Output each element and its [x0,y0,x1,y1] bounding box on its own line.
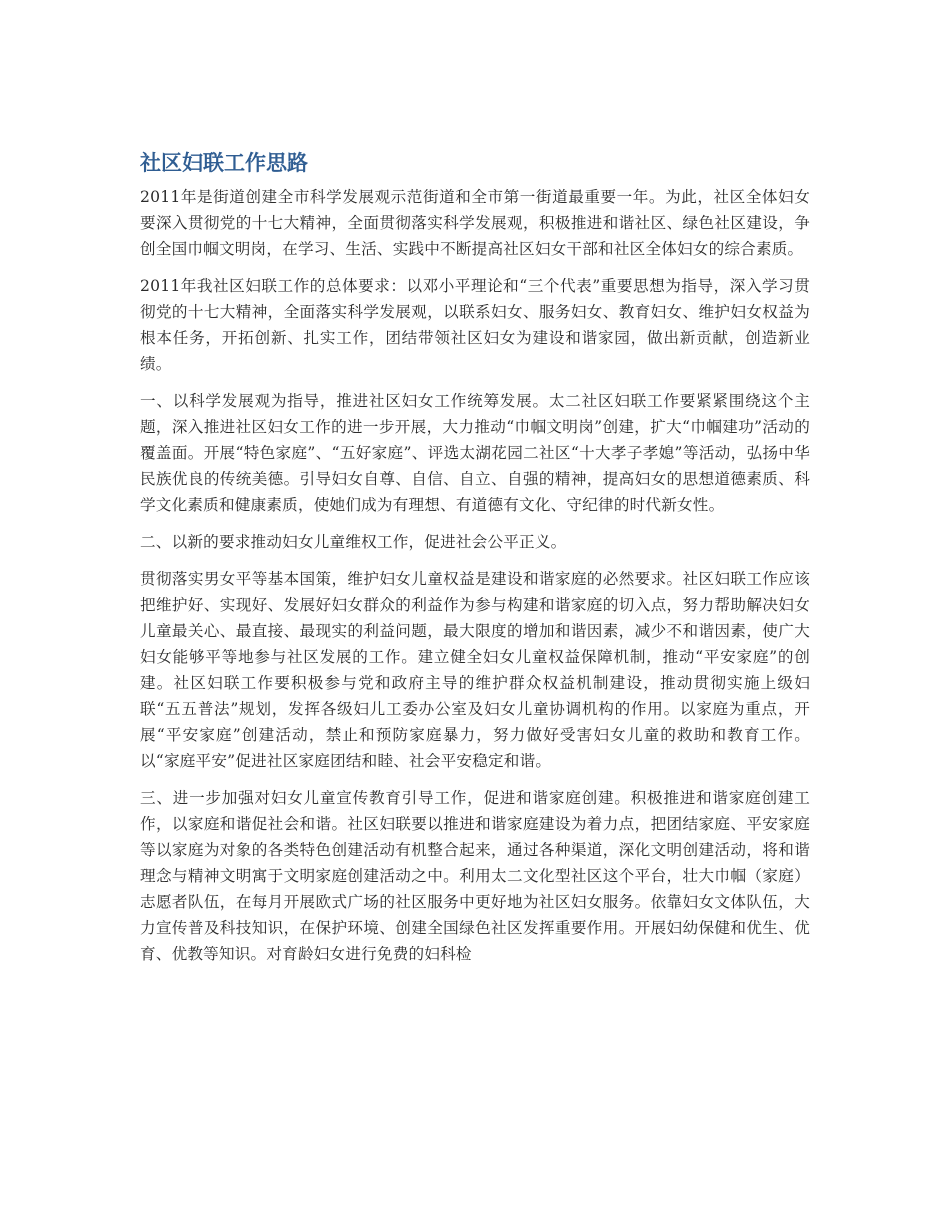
paragraph-4: 二、以新的要求推动妇女儿童维权工作，促进社会公平正义。 [140,533,567,551]
document-title: 社区妇联工作思路 [140,151,308,175]
paragraph-6: 三、进一步加强对妇女儿童宣传教育引导工作，促进和谐家庭创建。积极推进和谐家庭创建工作，以家庭和谐促社会和谐。社区妇联要以推进和谐家庭建设为着力点，把团结家庭、平安家庭等以家庭为对象的各类特色创建活动有机整合起来，通过各种渠道，深化文明创建活动，将和谐理念与精神文明寓于文明家庭创建活动之中。利用太二文化型社区这个平台，壮大巾帼（家庭）志愿者队伍，在每月开展欧式广场的社区服务中更好地为社区妇女服务。依靠妇女文体队伍，大力宣传普及科技知识，在保护环境、创建全国绿色社区发挥重要作用。开展妇幼保健和优生、优育、优教等知识。对育龄妇女进行免费的妇科检 [140,789,810,963]
paragraph-2: 2011年我社区妇联工作的总体要求：以邓小平理论和“三个代表”重要思想为指导，深入学习贯彻党的十七大精神，全面落实科学发展观，以联系妇女、服务妇女、教育妇女、维护妇女权益为根本任务，开拓创新、扎实工作，团结带领社区妇女为建设和谐家园，做出新贡献，创造新业绩。 [140,277,810,373]
paragraph-1: 2011年是街道创建全市科学发展观示范街道和全市第一街道最重要一年。为此，社区全体妇女要深入贯彻党的十七大精神，全面贯彻落实科学发展观，积极推进和谐社区、绿色社区建设，争创全国巾帼文明岗，在学习、生活、实践中不断提高社区妇女干部和社区全体妇女的综合素质。 [140,188,810,258]
paragraph-3: 一、以科学发展观为指导，推进社区妇女工作统筹发展。太二社区妇联工作要紧紧围绕这个主题，深入推进社区妇女工作的进一步开展，大力推动“巾帼文明岗”创建，扩大“巾帼建功”活动的覆盖面。开展“特色家庭”、“五好家庭”、评选太湖花园二社区“十大孝子孝媳”等活动，弘扬中华民族优良的传统美德。引导妇女自尊、自信、自立、自强的精神，提高妇女的思想道德素质、科学文化素质和健康素质，使她们成为有理想、有道德有文化、守纪律的时代新女性。 [140,392,810,514]
document-page [140,148,810,978]
paragraph-5: 贯彻落实男女平等基本国策，维护妇女儿童权益是建设和谐家庭的必然要求。社区妇联工作应该把维护好、实现好、发展好妇女群众的利益作为参与构建和谐家庭的切入点，努力帮助解决妇女儿童最关心、最直接、最现实的利益问题，最大限度的增加和谐因素，减少不和谐因素，使广大妇女能够平等地参与社区发展的工作。建立健全妇女儿童权益保障机制，推动“平安家庭”的创建。社区妇联工作要积极参与党和政府主导的维护群众权益机制建设，推动贯彻实施上级妇联“五五普法”规划，发挥各级妇儿工委办公室及妇女儿童协调机构的作用。以家庭为重点，开展“平安家庭”创建活动，禁止和预防家庭暴力，努力做好受害妇女儿童的救助和教育工作。以“家庭平安”促进社区家庭团结和睦、社会平安稳定和谐。 [140,570,810,770]
